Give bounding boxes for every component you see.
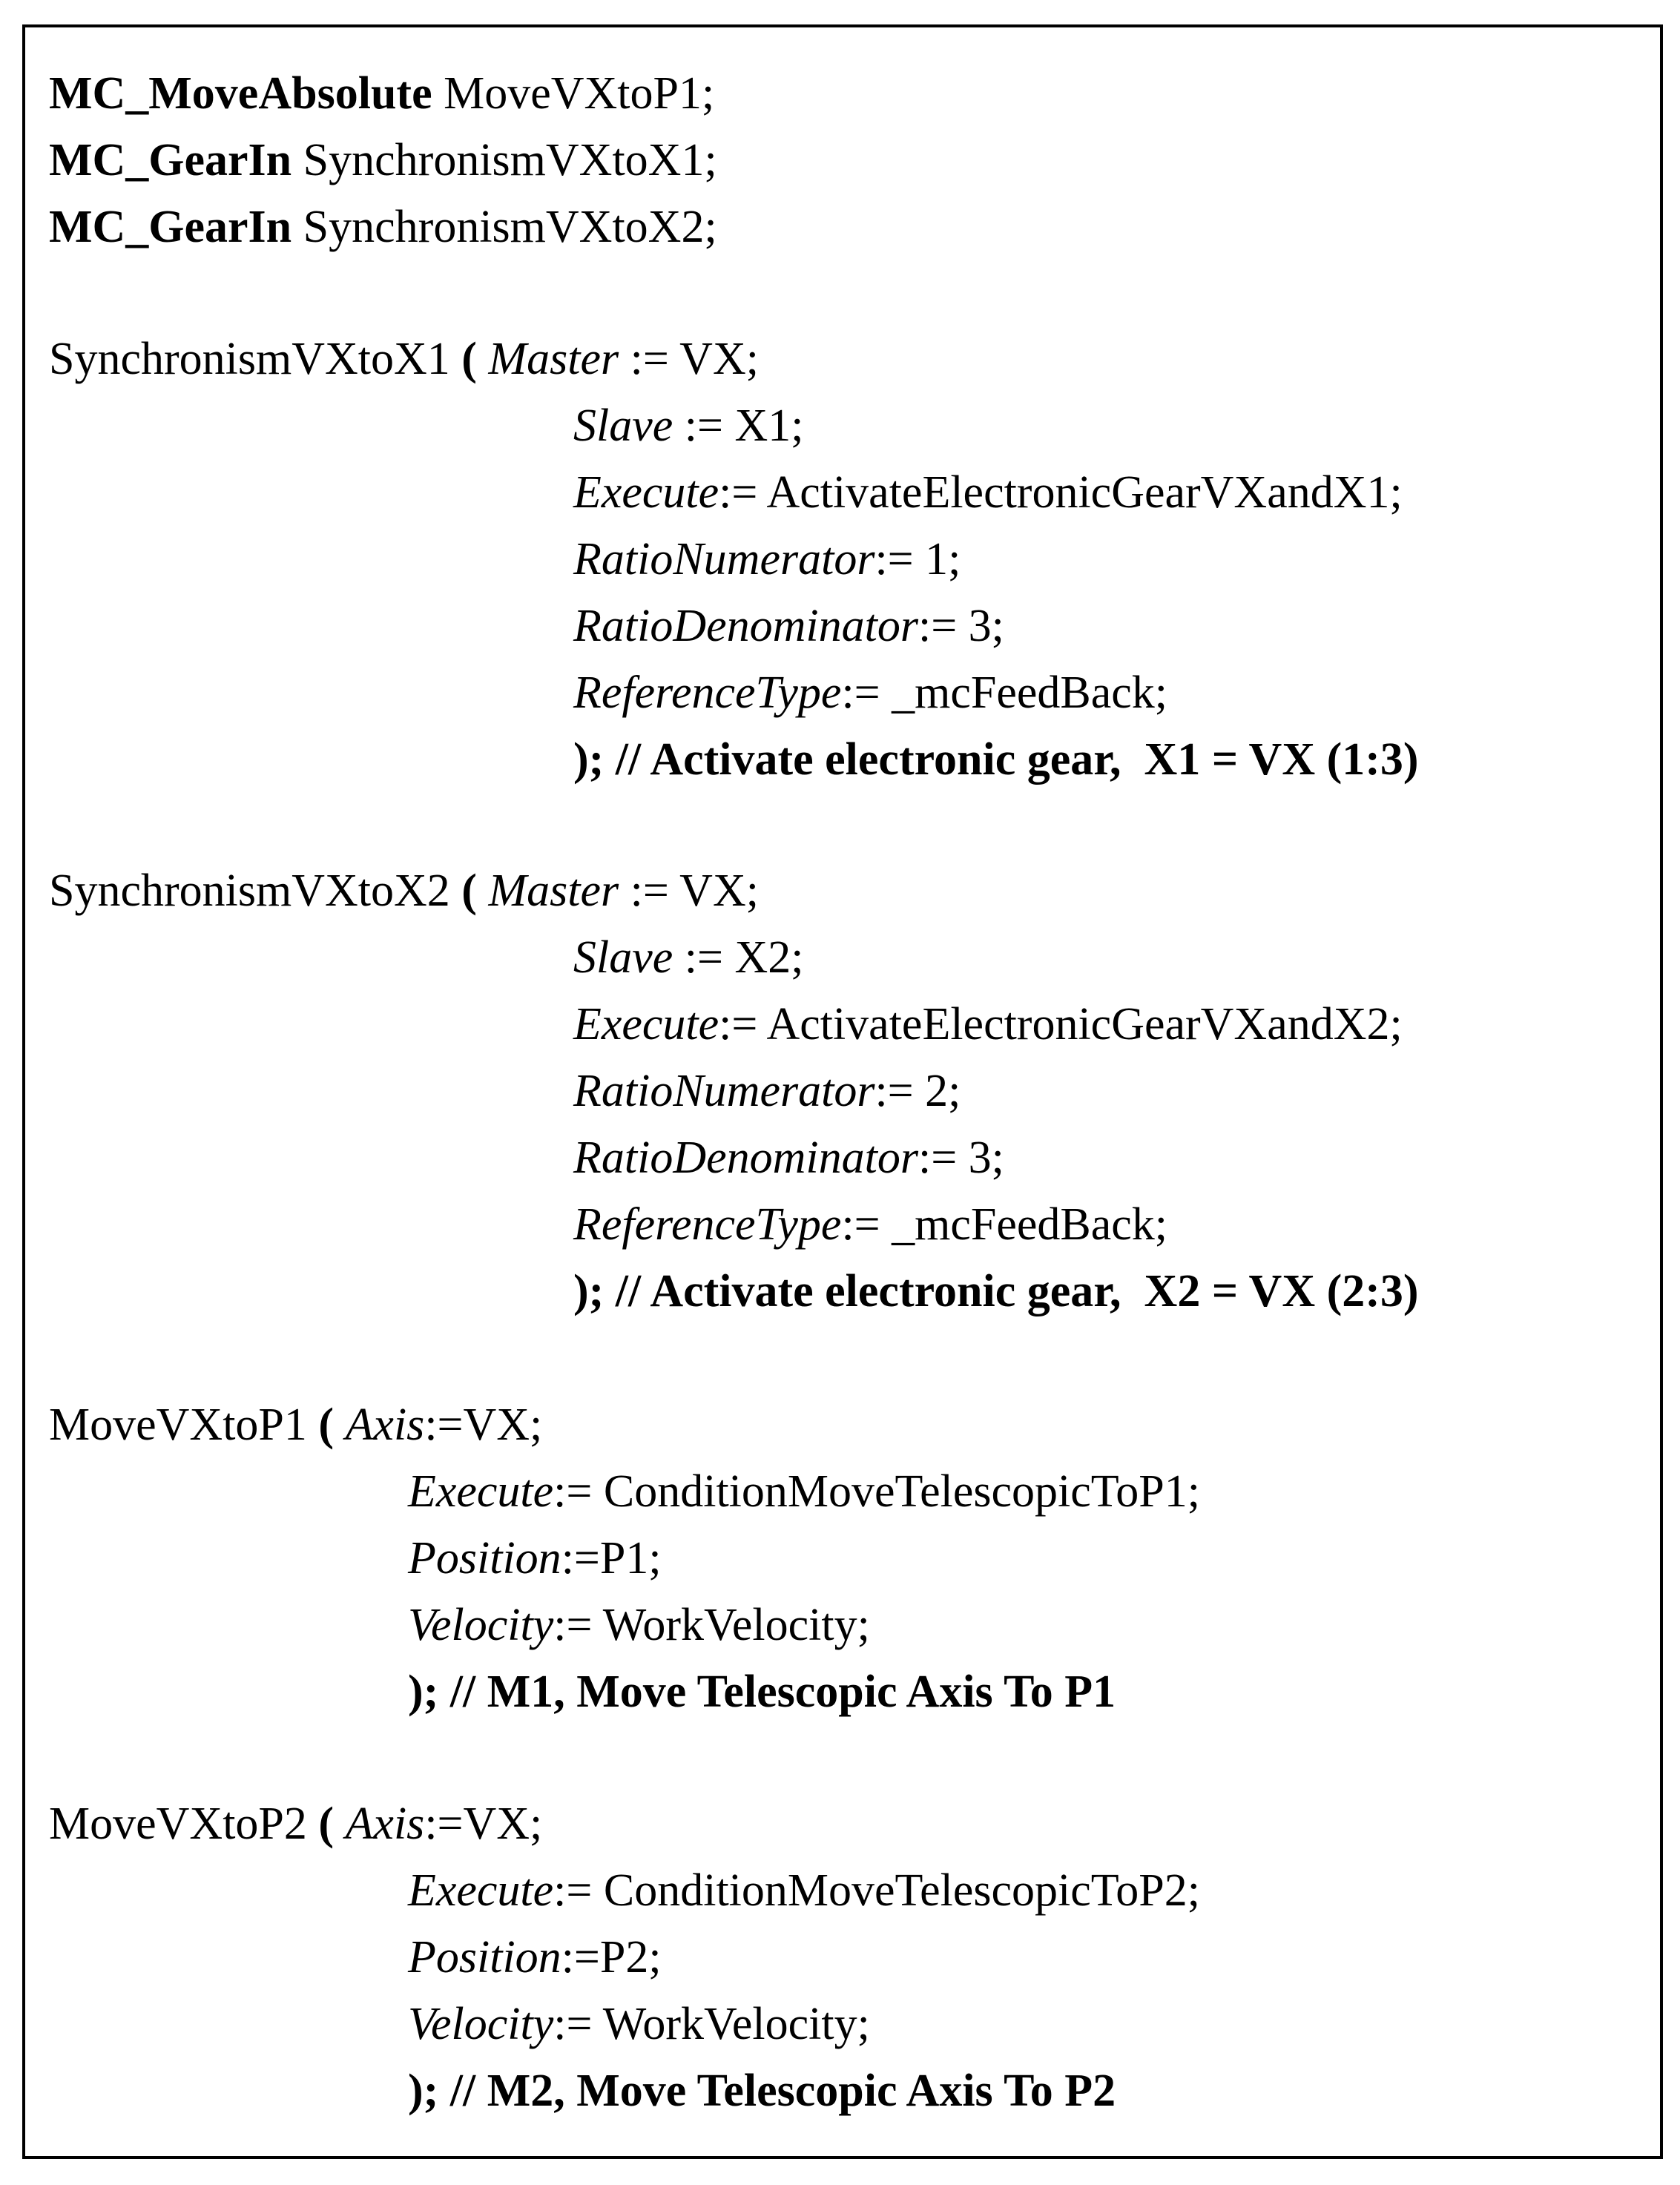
decl-line [49, 68, 715, 119]
param-key: RatioDenominator [573, 601, 918, 651]
decl-line [49, 204, 717, 250]
param-line [408, 1602, 870, 1648]
sync1-first-line [49, 336, 759, 382]
param-key: Execute [573, 999, 719, 1049]
param-key: Master [488, 334, 619, 384]
fb-instance: MoveVXtoP1; [444, 68, 715, 119]
block-name: SynchronismVXtoX2 [49, 866, 462, 916]
param-key: ReferenceType [573, 1199, 842, 1250]
comment: // M2, Move Telescopic Axis To P2 [438, 2066, 1116, 2116]
param-line [408, 1932, 662, 1983]
fb-instance: SynchronismVXtoX2; [303, 202, 717, 252]
comment: // M1, Move Telescopic Axis To P1 [438, 1667, 1116, 1717]
param-key: Position [408, 1533, 561, 1583]
comment: // Activate electronic gear, X2 = VX (2:3) [604, 1266, 1419, 1316]
param-key: Slave [573, 932, 673, 983]
param-value: := VX; [619, 334, 759, 384]
param-line [573, 1001, 1403, 1047]
param-line [408, 1535, 662, 1581]
param-key: Axis [345, 1400, 425, 1450]
param-line [573, 932, 804, 983]
param-key: RatioDenominator [573, 1133, 918, 1183]
sync2-first-line [49, 868, 759, 914]
param-line [573, 1199, 1168, 1250]
close-line [408, 2068, 1116, 2114]
param-value: :=VX; [424, 1799, 543, 1849]
param-value: := WorkVelocity; [553, 1600, 870, 1650]
param-value: := _mcFeedBack; [841, 1199, 1168, 1250]
param-value: := VX; [619, 866, 759, 916]
param-key: Velocity [408, 1600, 554, 1650]
param-line [408, 1466, 1200, 1517]
param-value: :=P2; [561, 1932, 662, 1983]
param-value: :=VX; [424, 1400, 543, 1450]
decl-line [49, 137, 717, 183]
param-key: Execute [408, 1466, 554, 1517]
param-key: RatioNumerator [573, 534, 875, 584]
param-key: Execute [573, 467, 719, 518]
param-value: := WorkVelocity; [553, 1999, 870, 2049]
close-paren: ); [408, 1667, 439, 1717]
param-line [573, 1068, 961, 1114]
close-line [573, 1268, 1419, 1314]
open-paren: ( [318, 1799, 335, 1849]
param-value: := ConditionMoveTelescopicToP1; [553, 1466, 1200, 1517]
param-value: := ConditionMoveTelescopicToP2; [553, 1865, 1200, 1916]
block-name: MoveVXtoP1 [49, 1400, 319, 1450]
fb-instance: SynchronismVXtoX1; [303, 135, 717, 185]
open-paren: ( [461, 866, 477, 916]
block-name: MoveVXtoP2 [49, 1799, 319, 1849]
param-key: RatioNumerator [573, 1066, 875, 1116]
param-value: := X1; [673, 401, 804, 451]
param-key: Master [488, 866, 619, 916]
param-value: := 1; [874, 534, 961, 584]
param-value: := ActivateElectronicGearVXandX1; [719, 467, 1403, 518]
fb-type: MC_GearIn [49, 135, 292, 185]
param-value: := 3; [918, 601, 1004, 651]
param-key: Velocity [408, 1999, 554, 2049]
move1-first-line [49, 1402, 542, 1448]
close-paren: ); [573, 1266, 605, 1316]
param-line [573, 603, 1004, 649]
param-key: Slave [573, 401, 673, 451]
param-line [573, 403, 803, 449]
param-key: ReferenceType [573, 668, 842, 718]
param-value: := ActivateElectronicGearVXandX2; [719, 999, 1403, 1049]
comment: // Activate electronic gear, X1 = VX (1:3) [604, 734, 1419, 785]
param-line [573, 670, 1167, 716]
param-line [408, 1865, 1200, 1916]
param-value: := 3; [918, 1133, 1004, 1183]
fb-type: MC_MoveAbsolute [49, 68, 432, 119]
block-name: SynchronismVXtoX1 [49, 334, 462, 384]
param-value: :=P1; [561, 1533, 662, 1583]
param-line [573, 467, 1403, 518]
close-paren: ); [408, 2066, 439, 2116]
open-paren: ( [461, 334, 477, 384]
param-value: := _mcFeedBack; [841, 668, 1168, 718]
fb-type: MC_GearIn [49, 202, 292, 252]
move2-first-line [49, 1801, 542, 1847]
close-line [573, 734, 1419, 785]
open-paren: ( [318, 1400, 335, 1450]
close-paren: ); [573, 734, 605, 785]
param-key: Axis [345, 1799, 425, 1849]
param-line [573, 536, 961, 582]
param-value: := X2; [673, 932, 804, 983]
param-value: := 2; [874, 1066, 961, 1116]
close-line [408, 1669, 1116, 1715]
param-key: Position [408, 1932, 561, 1983]
param-key: Execute [408, 1865, 554, 1916]
param-line [573, 1135, 1004, 1181]
param-line [408, 2001, 870, 2047]
